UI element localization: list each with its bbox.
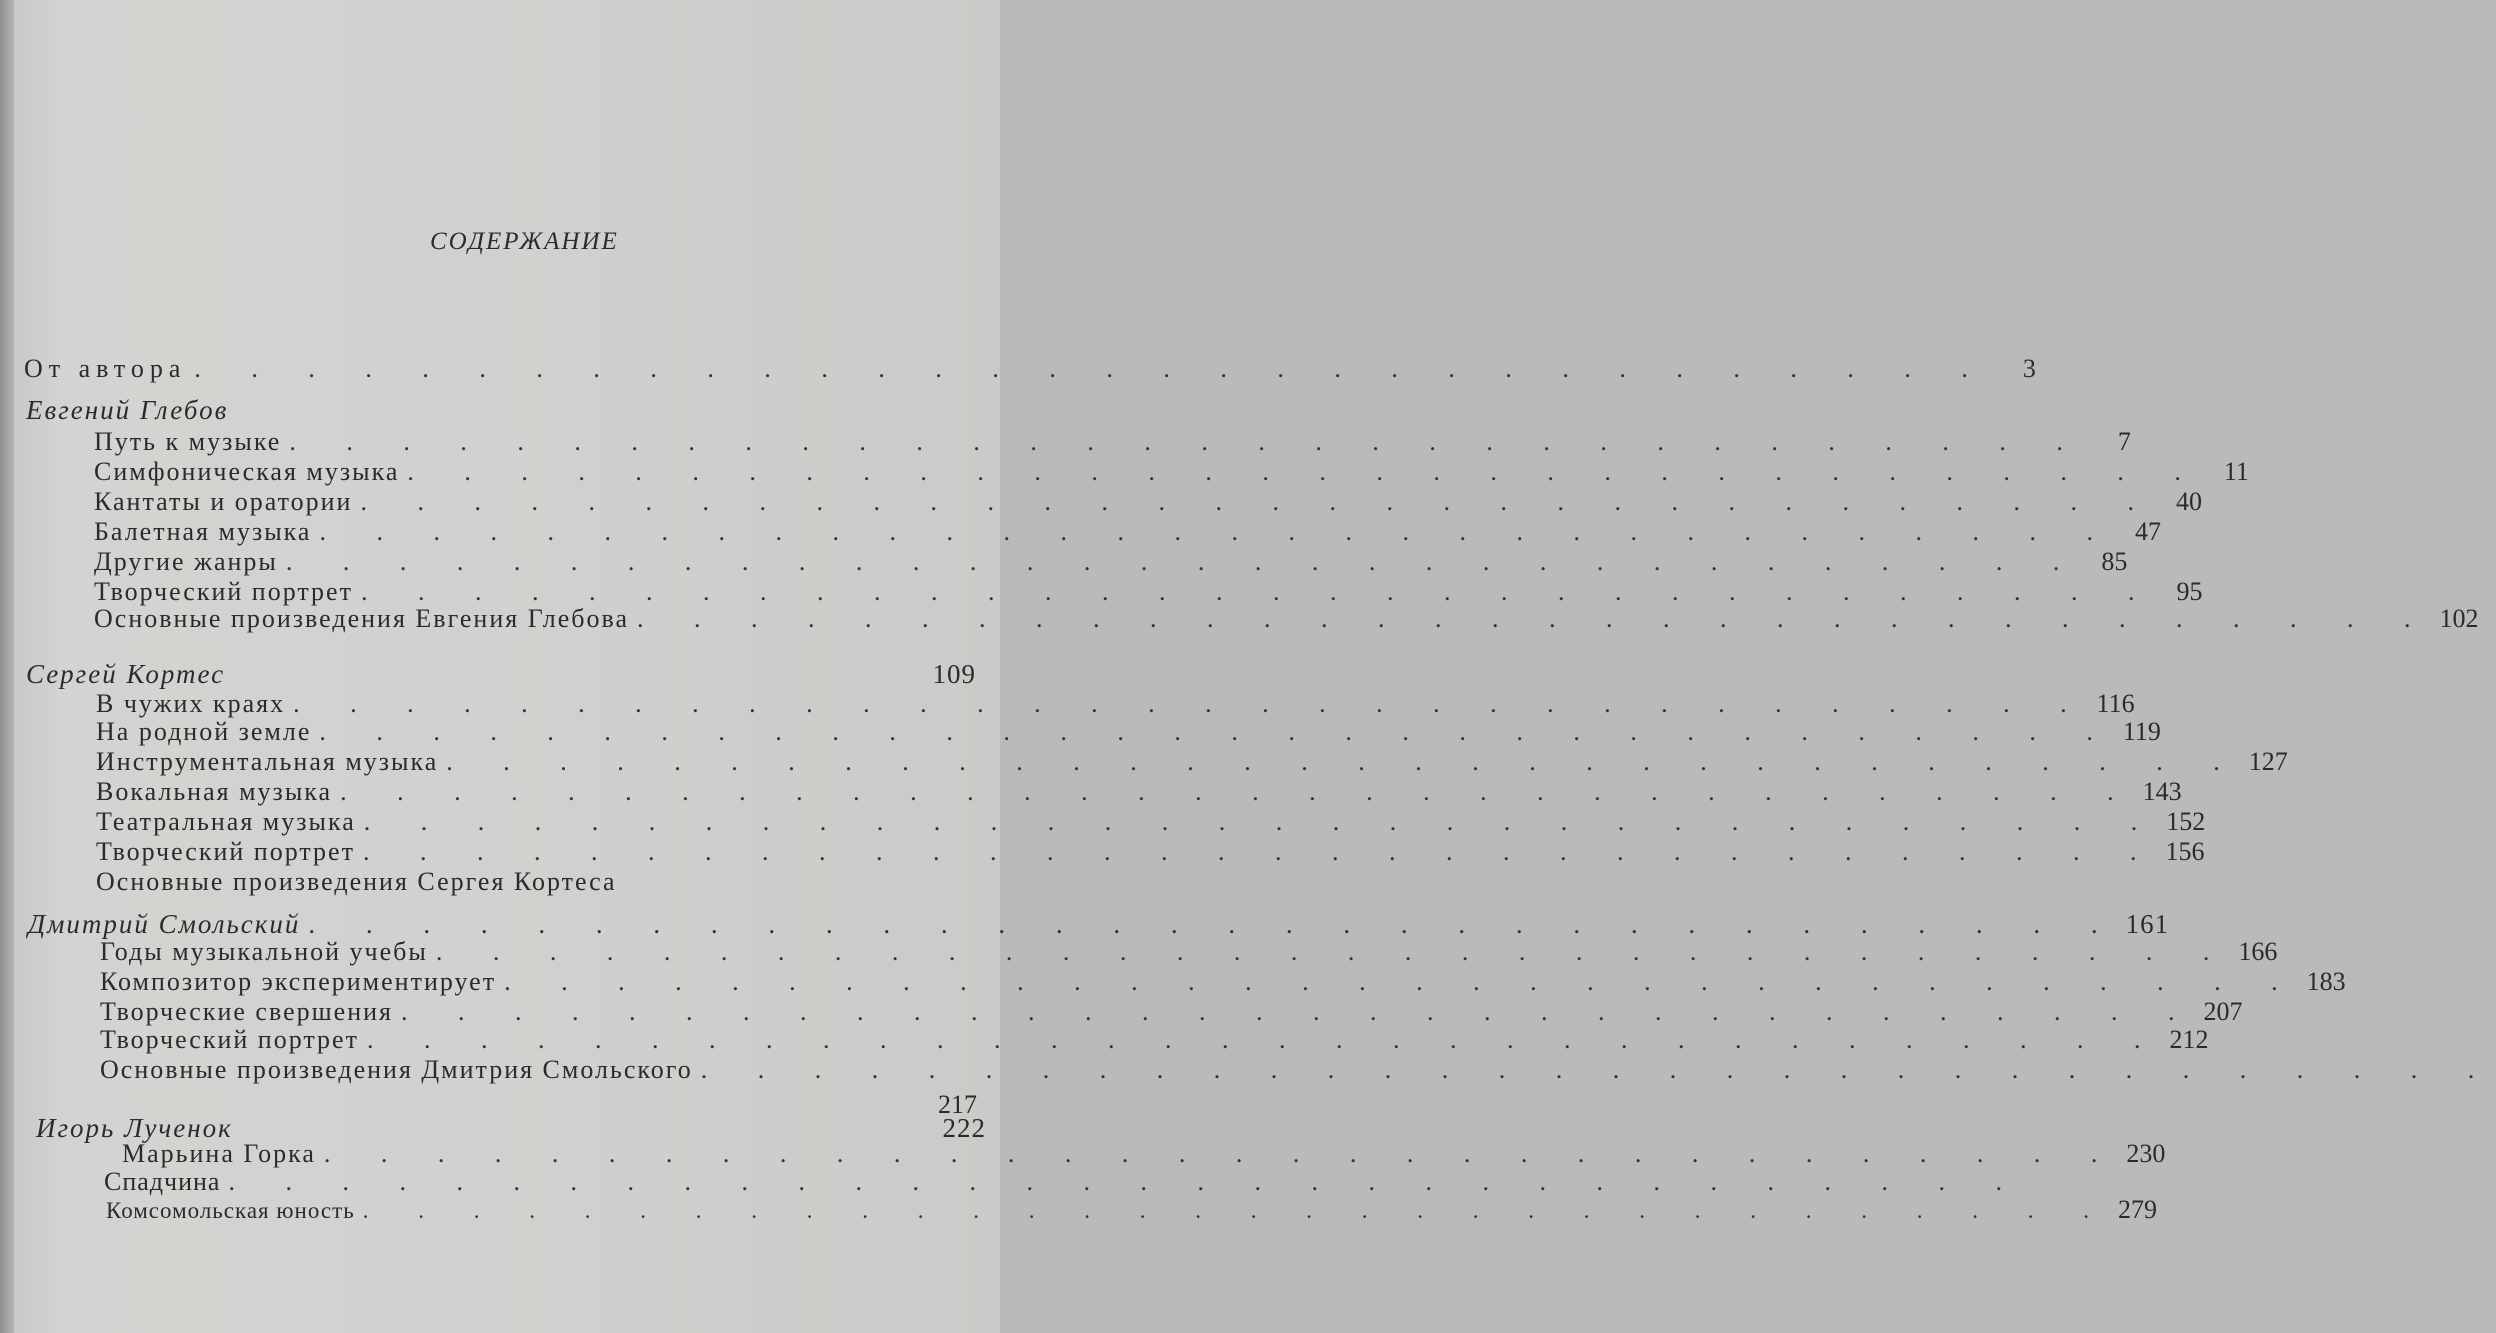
toc-page-number: 161 (2125, 909, 2170, 939)
toc-entry-label: Комсомольская юность (106, 1198, 355, 1223)
toc-entry (94, 456, 2249, 488)
toc-page-number: 207 (2203, 997, 2243, 1026)
toc-entry (96, 776, 2182, 808)
toc-entry-label: Творческий портрет (94, 577, 353, 606)
toc-page-number: 279 (2117, 1195, 2157, 1224)
toc-page-number: 116 (2096, 689, 2135, 718)
toc-entry (96, 746, 2288, 778)
toc-author-label: Евгений Глебов (26, 395, 229, 425)
toc-page-number: 222 (942, 1113, 986, 1143)
toc-entry-label: Театральная музыка (96, 807, 356, 836)
toc-leader: . . . . . . . . . . . . . . . . . . . . . . . . . . . . . . . . (446, 747, 2242, 776)
toc-entry (96, 836, 2205, 868)
toc-author-label: Дмитрий Смольский (28, 909, 301, 939)
toc-leader: . . . . . . . . . . . . . . . . . . . . . . . . . . . . . . . . (293, 689, 2089, 718)
toc-leader: . . . . . . . . . . . . . . . . . . . . . . . . . . . . . . . . (363, 807, 2160, 836)
toc-entry-label: Композитор экспериментирует (100, 967, 497, 996)
toc-page-number: 11 (2223, 457, 2249, 486)
toc-entry-label: На родной земле (96, 717, 312, 746)
toc-entry (94, 486, 2202, 518)
toc-entry-label: Путь к музыке (94, 427, 282, 456)
toc-leader: . . . . . . . . . . . . . . . . . . . . . . . . . . . . . . . . (228, 1167, 2024, 1196)
toc-entry-label: Творческие свершения (100, 997, 393, 1026)
toc-page-number: 119 (2122, 717, 2161, 746)
toc-entry-label: Основные произведения Евгения Глебова (94, 604, 630, 633)
toc-entry-label: Балетная музыка (94, 517, 312, 546)
toc-page-number: 230 (2126, 1139, 2166, 1168)
toc-leader: . . . . . . . . . . . . . . . . . . . . . . . . . . . . . . . . (407, 457, 2203, 486)
toc-entry-label: Творческий портрет (96, 837, 355, 866)
toc-entry (24, 353, 2036, 385)
toc-leader: . . . . . . . . . . . . . . . . . . . . . . . . . . . . . . . . (504, 967, 2300, 996)
toc-page-number: 156 (2165, 837, 2205, 866)
toc-author-heading (26, 658, 976, 690)
toc-entry-label: Творческий портрет (100, 1025, 359, 1054)
toc-entry (94, 516, 2161, 548)
toc-entry-label: Годы музыкальной учебы (100, 937, 428, 966)
toc-entry-label: Спадчина (104, 1167, 221, 1196)
toc-page-number: 166 (2238, 937, 2278, 966)
toc-leader: . . . . . . . . . . . . . . . . . . . . . . . . . . . . . . . . (360, 577, 2157, 606)
toc-leader: . . . . . . . . . . . . . . . . . . . . . . . . . . . . . . . . (366, 1025, 2163, 1054)
toc-page-number: 127 (2248, 747, 2288, 776)
toc-leader: . . . . . . . . . . . . . . . . . . . . . . . . . . . . . . . . (362, 837, 2159, 866)
toc-entry (106, 1194, 2157, 1226)
toc-leader: . . . . . . . . . . . . . . . . . . . . . . . . . . . . . . . . (435, 937, 2232, 966)
toc-leader: . . . . . . . . . . . . . . . . . . . . . . . . . . . . . . . . (319, 717, 2115, 746)
toc-leader: . . . . . . . . . . . . . . . . . . . . . . . . . . . . . . . . (308, 909, 2120, 939)
toc-entry (96, 806, 2206, 838)
toc-leader: . . . . . . . . . . . . . . . . . . . . . . . . . . . . . . . . (323, 1139, 2120, 1168)
toc-entry (100, 1024, 2209, 1056)
toc-leader: . . . . . . . . . . . . . . . . . . . . . . . . . . . . . . . . (700, 1055, 2496, 1084)
toc-entry-label: Кантаты и оратории (94, 487, 353, 516)
toc-entry-label: В чужих краях (96, 689, 286, 718)
toc-entry-label: От автора (24, 354, 187, 383)
toc-entry-label: Основные произведения Сергея Кортеса (96, 867, 617, 896)
toc-entry (94, 426, 2131, 458)
page-title: СОДЕРЖАНИЕ (430, 228, 619, 255)
toc-leader: . . . . . . . . . . . . . . . . . . . . . . . . . . . . . . . . (362, 1198, 2111, 1223)
toc-page-number: 217 (938, 1090, 977, 1119)
toc-leader: . . . . . . . . . . . . . . . . . . . . . . . . . . . . . . . . (319, 517, 2115, 546)
toc-leader: . . . . . . . . . . . . . . . . . . . . . . . . . . . . . . . . (289, 427, 2085, 456)
toc-entry (100, 966, 2346, 998)
toc-page-number: 7 (2117, 427, 2131, 456)
toc-entry-label: Инструментальная музыка (96, 747, 439, 776)
toc-page-number: 47 (2134, 517, 2161, 546)
toc-entry-label: Основные произведения Дмитрия Смольского (100, 1055, 693, 1084)
toc-page-number: 3 (2022, 354, 2036, 383)
toc-entry (94, 546, 2128, 578)
toc-entry (100, 1054, 2496, 1086)
book-spine (0, 0, 14, 1333)
toc-page-number: 152 (2166, 807, 2206, 836)
toc-author-label: Сергей Кортес (26, 659, 226, 689)
toc-entry-label: Вокальная музыка (96, 777, 333, 806)
toc-entry (94, 603, 2479, 635)
toc-leader: . . . . . . . . . . . . . . . . . . . . . . . . . . . . . . . . (400, 997, 2197, 1026)
toc-author-heading (26, 394, 236, 426)
toc-entry (96, 716, 2161, 748)
toc-page-number: 183 (2306, 967, 2346, 996)
toc-leader: . . . . . . . . . . . . . . . . . . . . . . . . . . . . . . . . (285, 547, 2082, 576)
toc-page-number: 95 (2176, 577, 2203, 606)
toc-page-number: 109 (932, 659, 976, 689)
toc-leader: . . . . . . . . . . . . . . . . . . . . . . . . . . . . . . . . (360, 487, 2156, 516)
toc-leader: . . . . . . . . . . . . . . . . . . . . . . . . . . . . . . . . (637, 604, 2433, 633)
toc-page-number: 40 (2175, 487, 2202, 516)
toc-page-number: 212 (2169, 1025, 2209, 1054)
toc-leader: . . . . . . . . . . . . . . . . . . . . . . . . . . . . . . . . (194, 354, 1990, 383)
toc-author-label: Игорь Лученок (36, 1113, 233, 1143)
toc-page-number: 143 (2142, 777, 2182, 806)
toc-page-number: 102 (2439, 604, 2479, 633)
toc-entry (96, 866, 625, 898)
toc-entry-label: Другие жанры (94, 547, 278, 576)
toc-entry-label: Симфоническая музыка (94, 457, 400, 486)
toc-entry (100, 936, 2278, 968)
toc-leader: . . . . . . . . . . . . . . . . . . . . . . . . . . . . . . . . (340, 777, 2136, 806)
toc-page-number: 85 (2101, 547, 2128, 576)
toc-entry-label: Марьина Горка (122, 1139, 316, 1168)
